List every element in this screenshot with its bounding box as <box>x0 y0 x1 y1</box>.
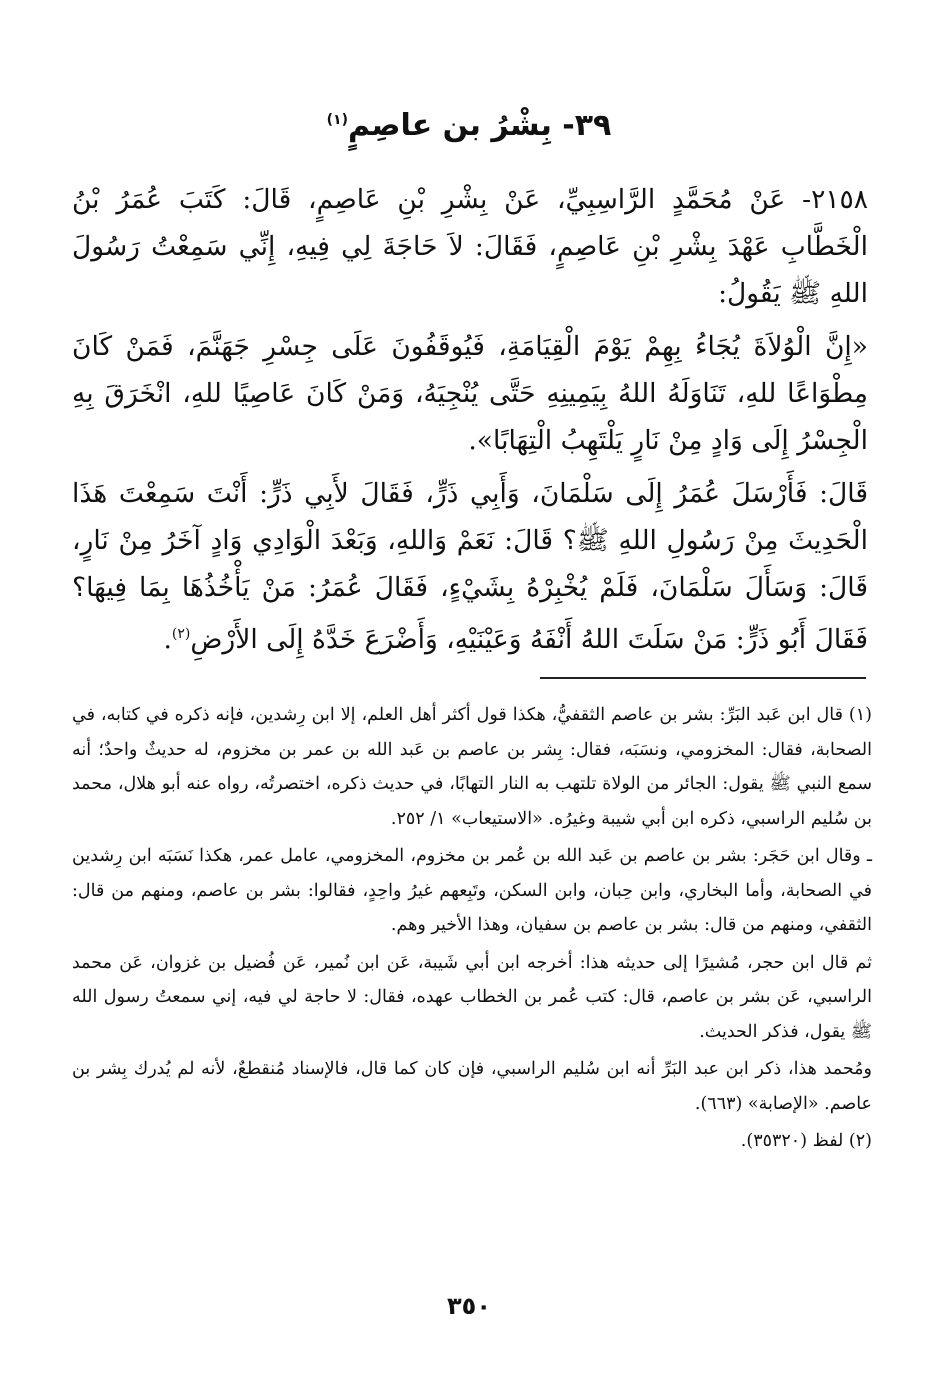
main-text <box>72 176 868 669</box>
page-number: ٣٥٠ <box>447 1292 491 1320</box>
footnote-ref-1: (١) <box>326 112 348 128</box>
hadith-quote: «إِنَّ الْوُلاَةَ يُجَاءُ بِهِمْ يَوْمَ الْقِيَامَةِ، فَيُوقَفُونَ عَلَى جِسْرِ جَهَنَّمَ، فَمَنْ كَانَ مِطْوَاعًا للهِ، تَنَاوَلَهُ اللهُ بِيَمِينِهِ حَتَّى يُنْجِيَهُ، وَمَنْ كَانَ عَاصِيًا للهِ، انْخَرَقَ بِهِ الْجِسْرُ إِلَى وَادٍ مِنْ نَارٍ يَلْتَهِبُ الْتِهَابًا». <box>72 331 868 456</box>
footnote-2: (٢) لفظ (٣٥٣٢٠). <box>740 1131 872 1151</box>
hadith-rest-end: . <box>163 623 172 655</box>
footnote-1-paragraph-3: ثم قال ابن حجر، مُشيرًا إلى حديثه هذا: أخرجه ابن أبي شَيبة، عَن ابن نُمير، عَن فُضيل بن غزوان، عَن محمد الراسبي، عَن بشر بن عاصم، قال: كتب عُمر بن الخطاب عهده، فقال: لا حاجة لي فيه، إني سمعتُ رسول الله ﷺ يقول، فذكر الحديث. <box>72 952 872 1042</box>
hadith-rest <box>72 470 868 663</box>
footnote-1-paragraph-1: (١) قال ابن عَبد البَرِّ: بشر بن عاصم الثقفيُّ، هكذا قول أكثر أهل العلم، إلا ابن رِشدين، فإنه ذكره في كتابه، في الصحابة، فقال: المخزومي، ونسَبَه، فقال: بِشر بن عاصم بن عَبد الله بن عمر بن مخزوم، له حديثٌ واحدٌ؛ أنه سمع النبي ﷺ يقول: الجائر من الولاة تلتهب به النار التهابًا، في حديث ذكره، اختصرتُه، رواه عنه أبو هلال، محمد بن سُليم الراسبي، ذكره ابن أبي شيبة وغيرُه. «الاستيعاب» ١/ ٢٥٢. <box>72 705 872 829</box>
footnote-1-paragraph-2: ـ وقال ابن حَجَر: بشر بن عاصم بن عَبد الله بن عُمر بن مخزوم، المخزومي، عامل عمر، هكذا نَسَبَه ابن رِشدين في الصحابة، وأما البخاري، وابن حِبان، وابن السكن، وتَبِعهم غيرُ واحِدٍ، فقالوا: بشر بن عاصم، ومنهم من قال: الثقفي، ومنهم من قال: بشر بن عاصم بن سفيان، وهذا الأخير وهم. <box>72 846 872 935</box>
footnote-divider <box>540 677 866 679</box>
chapter-title: ٣٩- بِشْرُ بن عاصِمٍ <box>347 108 612 143</box>
footnote-ref-2: (٢) <box>171 626 191 642</box>
hadith-rest-text: قَالَ: فَأَرْسَلَ عُمَرُ إِلَى سَلْمَانَ، وَأَبِي ذَرٍّ، فَقَالَ لأَبِي ذَرٍّ: أَنْتَ سَمِعْتَ هَذَا الْحَدِيثَ مِنْ رَسُولِ اللهِ ﷺ؟ قَالَ: نَعَمْ وَاللهِ، وَبَعْدَ الْوَادِي وَادٍ آخَرُ مِنْ نَارٍ، قَالَ: وَسَأَلَ سَلْمَانَ، فَلَمْ يُخْبِرْهُ بِشَيْءٍ، فَقَالَ عُمَرُ: مَنْ يَأْخُذُهَا بِمَا فِيهَا؟ فَقَالَ أَبُو ذَرٍّ: مَنْ سَلَتَ اللهُ أَنْفَهُ وَعَيْنَيْهِ، وَأَضْرَعَ خَدَّهُ إِلَى الأَرْضِ <box>72 478 868 655</box>
hadith-intro: ٢١٥٨- عَنْ مُحَمَّدٍ الرَّاسِبِيِّ، عَنْ بِشْرِ بْنِ عَاصِمٍ، قَالَ: كَتَبَ عُمَرُ بْنُ الْخَطَّابِ عَهْدَ بِشْرِ بْنِ عَاصِمٍ، فَقَالَ: لاَ حَاجَةَ لِي فِيهِ، إِنِّي سَمِعْتُ رَسُولَ اللهِ ﷺ يَقُولُ: <box>72 184 868 309</box>
footnote-1-paragraph-4: ومُحمد هذا، ذكر ابن عبد البَرِّ أنه ابن سُليم الراسبي، فإن كان كما قال، فالإسناد مُنقطعٌ، لأنه لم يُدرك بِشر بن عاصم. «الإصابة» (٦٦٣). <box>72 1059 872 1114</box>
footnotes <box>72 698 872 1162</box>
chapter-heading <box>80 100 858 146</box>
